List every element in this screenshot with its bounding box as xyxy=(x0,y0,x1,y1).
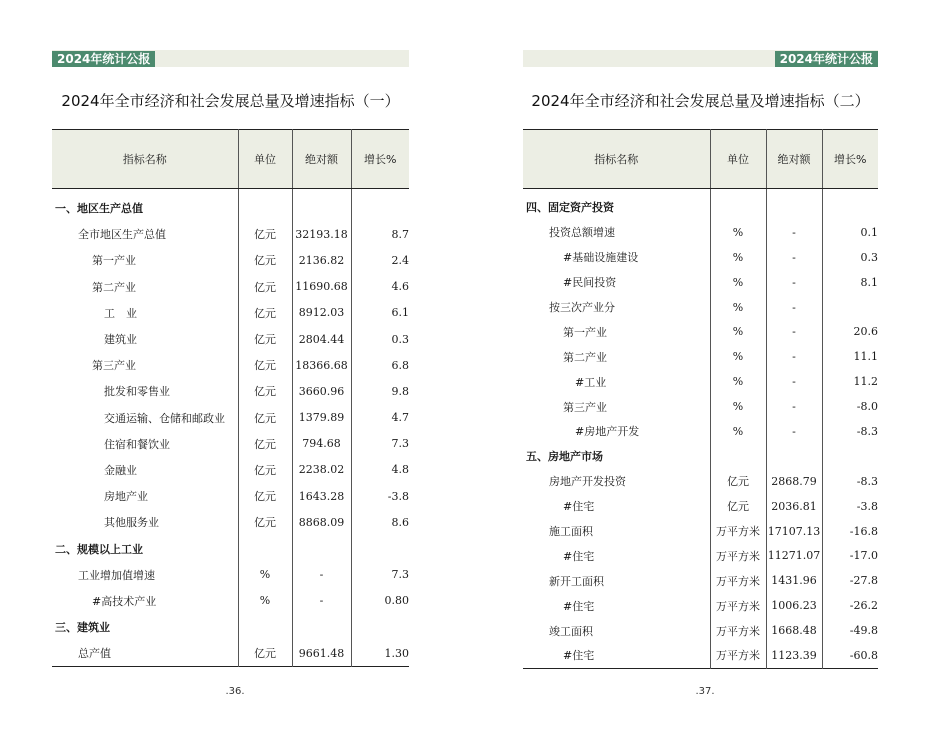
indicator-name-cell: 住宿和餐饮业 xyxy=(104,437,170,451)
table-row xyxy=(523,369,878,394)
table-row xyxy=(523,319,878,344)
absolute-value-cell: 1006.23 xyxy=(766,593,822,618)
unit-cell: 万平方米 xyxy=(710,568,766,593)
absolute-value-cell: 8912.03 xyxy=(292,300,351,326)
absolute-value-cell: 3660.96 xyxy=(292,378,351,404)
table-row xyxy=(523,543,878,568)
absolute-value-cell: - xyxy=(766,344,822,369)
table-row xyxy=(52,562,409,588)
col-header-absolute-value: 绝对额 xyxy=(766,130,822,189)
unit-cell: % xyxy=(238,562,292,588)
growth-cell: -27.8 xyxy=(822,568,878,593)
growth-cell: -16.8 xyxy=(822,519,878,544)
growth-cell: 7.3 xyxy=(351,431,409,457)
growth-cell: 0.3 xyxy=(822,245,878,270)
growth-cell: 6.1 xyxy=(351,300,409,326)
growth-cell xyxy=(822,295,878,320)
indicator-name-cell: 投资总额增速 xyxy=(549,226,615,240)
section-heading-row xyxy=(523,444,878,469)
growth-cell: -8.3 xyxy=(822,419,878,444)
right-indicator-table xyxy=(523,129,878,669)
unit-cell: 亿元 xyxy=(238,221,292,247)
unit-cell xyxy=(238,189,292,222)
growth-cell: 6.8 xyxy=(351,352,409,378)
indicator-name-cell: 三、建筑业 xyxy=(55,621,110,635)
table-row xyxy=(523,419,878,444)
growth-cell: -8.0 xyxy=(822,394,878,419)
indicator-name-cell: 工 业 xyxy=(104,306,137,320)
indicator-name-cell: 按三次产业分 xyxy=(549,301,615,314)
left-table-title: 2024年全市经济和社会发展总量及增速指标（一） xyxy=(61,92,400,110)
unit-cell: 万平方米 xyxy=(710,593,766,618)
indicator-name-cell: #住宅 xyxy=(563,599,595,613)
table-row xyxy=(52,221,409,247)
indicator-name-cell: #住宅 xyxy=(563,500,595,514)
growth-cell: 2.4 xyxy=(351,247,409,273)
left-report-label: 2024年统计公报 xyxy=(52,51,155,67)
growth-cell: 9.8 xyxy=(351,378,409,404)
table-row xyxy=(523,593,878,618)
indicator-name-cell: 建筑业 xyxy=(104,333,137,347)
unit-cell: 亿元 xyxy=(238,378,292,404)
indicator-name-cell: 第三产业 xyxy=(563,400,607,414)
col-header-indicator-name: 指标名称 xyxy=(52,130,238,189)
absolute-value-cell: 11271.07 xyxy=(766,543,822,568)
unit-cell: 亿元 xyxy=(238,274,292,300)
growth-cell: 0.80 xyxy=(351,588,409,614)
section-heading-row xyxy=(52,614,409,640)
table-header-row xyxy=(523,130,878,189)
indicator-name-cell: 房地产开发投资 xyxy=(549,475,626,489)
absolute-value-cell: 1643.28 xyxy=(292,483,351,509)
col-header-indicator-name: 指标名称 xyxy=(523,130,710,189)
indicator-name-cell: #民间投资 xyxy=(563,276,617,290)
absolute-value-cell: - xyxy=(766,419,822,444)
growth-cell: -49.8 xyxy=(822,618,878,643)
unit-cell: % xyxy=(710,344,766,369)
table-row xyxy=(523,494,878,519)
indicator-name-cell: #住宅 xyxy=(563,649,595,663)
unit-cell: 亿元 xyxy=(238,352,292,378)
indicator-name-cell: 批发和零售业 xyxy=(104,385,170,399)
indicator-name-cell: 全市地区生产总值 xyxy=(78,228,166,242)
unit-cell: % xyxy=(710,245,766,270)
absolute-value-cell xyxy=(766,444,822,469)
unit-cell: % xyxy=(710,319,766,344)
absolute-value-cell: - xyxy=(766,270,822,295)
table-row xyxy=(52,588,409,614)
table-row xyxy=(523,245,878,270)
left-indicator-table xyxy=(52,129,409,667)
growth-cell: -3.8 xyxy=(822,494,878,519)
unit-cell: 万平方米 xyxy=(710,519,766,544)
unit-cell: 万平方米 xyxy=(710,643,766,668)
unit-cell: % xyxy=(710,369,766,394)
section-heading-row xyxy=(52,535,409,561)
indicator-name-cell: #高技术产业 xyxy=(92,594,157,608)
indicator-name-cell: 工业增加值增速 xyxy=(78,568,155,582)
absolute-value-cell: - xyxy=(766,295,822,320)
table-row xyxy=(52,431,409,457)
table-row xyxy=(523,643,878,668)
right-page-number: .37. xyxy=(695,686,715,697)
absolute-value-cell: 11690.68 xyxy=(292,274,351,300)
absolute-value-cell xyxy=(292,614,351,640)
right-table-body xyxy=(523,189,878,669)
absolute-value-cell: 18366.68 xyxy=(292,352,351,378)
table-row xyxy=(523,519,878,544)
unit-cell: 亿元 xyxy=(710,494,766,519)
growth-cell: -60.8 xyxy=(822,643,878,668)
absolute-value-cell: - xyxy=(766,369,822,394)
indicator-name-cell: #房地产开发 xyxy=(575,425,640,439)
growth-cell: 8.1 xyxy=(822,270,878,295)
section-heading-row xyxy=(523,189,878,220)
growth-cell: 8.6 xyxy=(351,509,409,535)
indicator-name-cell: 其他服务业 xyxy=(104,516,159,530)
growth-cell: 11.2 xyxy=(822,369,878,394)
unit-cell: % xyxy=(710,295,766,320)
absolute-value-cell: - xyxy=(292,562,351,588)
col-header-unit: 单位 xyxy=(238,130,292,189)
absolute-value-cell: 1668.48 xyxy=(766,618,822,643)
table-row xyxy=(523,394,878,419)
absolute-value-cell: 17107.13 xyxy=(766,519,822,544)
absolute-value-cell: 1431.96 xyxy=(766,568,822,593)
indicator-name-cell: 交通运输、仓储和邮政业 xyxy=(104,411,225,425)
growth-cell xyxy=(351,535,409,561)
unit-cell: 亿元 xyxy=(710,469,766,494)
growth-cell: 4.8 xyxy=(351,457,409,483)
unit-cell: % xyxy=(710,419,766,444)
indicator-name-cell: 第一产业 xyxy=(92,254,136,268)
table-row xyxy=(523,568,878,593)
table-row xyxy=(52,640,409,667)
unit-cell: 亿元 xyxy=(238,326,292,352)
absolute-value-cell: 9661.48 xyxy=(292,640,351,667)
unit-cell: % xyxy=(238,588,292,614)
unit-cell xyxy=(710,189,766,220)
growth-cell: -8.3 xyxy=(822,469,878,494)
growth-cell: 0.3 xyxy=(351,326,409,352)
absolute-value-cell xyxy=(292,535,351,561)
unit-cell xyxy=(710,444,766,469)
absolute-value-cell: 1379.89 xyxy=(292,405,351,431)
growth-cell: 11.1 xyxy=(822,344,878,369)
growth-cell xyxy=(351,189,409,222)
table-row xyxy=(523,618,878,643)
table-row xyxy=(52,405,409,431)
unit-cell: % xyxy=(710,394,766,419)
table-row xyxy=(523,270,878,295)
growth-cell: 4.6 xyxy=(351,274,409,300)
indicator-name-cell: 二、规模以上工业 xyxy=(55,542,143,556)
unit-cell: 亿元 xyxy=(238,483,292,509)
absolute-value-cell xyxy=(292,189,351,222)
growth-cell xyxy=(822,444,878,469)
growth-cell: 7.3 xyxy=(351,562,409,588)
col-header-growth: 增长% xyxy=(822,130,878,189)
unit-cell: % xyxy=(710,270,766,295)
table-row xyxy=(523,220,878,245)
unit-cell: 亿元 xyxy=(238,457,292,483)
table-row xyxy=(52,274,409,300)
indicator-name-cell: 总产值 xyxy=(78,647,111,661)
unit-cell xyxy=(238,614,292,640)
table-row xyxy=(523,295,878,320)
absolute-value-cell: 2238.02 xyxy=(292,457,351,483)
absolute-value-cell: 2868.79 xyxy=(766,469,822,494)
indicator-name-cell: #基础设施建设 xyxy=(563,251,639,265)
unit-cell: 万平方米 xyxy=(710,543,766,568)
table-row xyxy=(52,378,409,404)
absolute-value-cell: 794.68 xyxy=(292,431,351,457)
table-row xyxy=(52,483,409,509)
growth-cell: 0.1 xyxy=(822,220,878,245)
growth-cell: -3.8 xyxy=(351,483,409,509)
table-row xyxy=(52,352,409,378)
indicator-name-cell: 施工面积 xyxy=(549,525,593,539)
absolute-value-cell: - xyxy=(766,220,822,245)
indicator-name-cell: #工业 xyxy=(575,375,607,389)
indicator-name-cell: 金融业 xyxy=(104,463,137,477)
indicator-name-cell: 第二产业 xyxy=(92,280,136,294)
left-page-number: .36. xyxy=(225,686,245,697)
unit-cell: 亿元 xyxy=(238,431,292,457)
growth-cell: 8.7 xyxy=(351,221,409,247)
indicator-name-cell: 新开工面积 xyxy=(549,574,604,588)
absolute-value-cell: - xyxy=(766,394,822,419)
growth-cell: 1.30 xyxy=(351,640,409,667)
growth-cell xyxy=(822,189,878,220)
growth-cell xyxy=(351,614,409,640)
indicator-name-cell: #住宅 xyxy=(563,549,595,563)
table-header-row xyxy=(52,130,409,189)
table-row xyxy=(52,457,409,483)
absolute-value-cell xyxy=(766,189,822,220)
absolute-value-cell: - xyxy=(766,245,822,270)
table-row xyxy=(52,326,409,352)
unit-cell: 万平方米 xyxy=(710,618,766,643)
col-header-growth: 增长% xyxy=(351,130,409,189)
section-heading-row xyxy=(52,189,409,222)
unit-cell xyxy=(238,535,292,561)
growth-cell: -26.2 xyxy=(822,593,878,618)
table-row xyxy=(523,469,878,494)
table-row xyxy=(52,300,409,326)
indicator-name-cell: 第二产业 xyxy=(563,350,607,364)
left-table-body xyxy=(52,189,409,667)
indicator-name-cell: 竣工面积 xyxy=(549,624,593,638)
indicator-name-cell: 第一产业 xyxy=(563,325,607,339)
absolute-value-cell: 32193.18 xyxy=(292,221,351,247)
right-report-label: 2024年统计公报 xyxy=(775,51,878,67)
unit-cell: 亿元 xyxy=(238,509,292,535)
indicator-name-cell: 一、地区生产总值 xyxy=(55,202,143,216)
table-row xyxy=(523,344,878,369)
col-header-unit: 单位 xyxy=(710,130,766,189)
absolute-value-cell: 1123.39 xyxy=(766,643,822,668)
table-row xyxy=(52,247,409,273)
absolute-value-cell: 8868.09 xyxy=(292,509,351,535)
indicator-name-cell: 房地产业 xyxy=(104,490,148,504)
col-header-absolute-value: 绝对额 xyxy=(292,130,351,189)
growth-cell: 4.7 xyxy=(351,405,409,431)
unit-cell: % xyxy=(710,220,766,245)
absolute-value-cell: 2136.82 xyxy=(292,247,351,273)
absolute-value-cell: 2036.81 xyxy=(766,494,822,519)
indicator-name-cell: 第三产业 xyxy=(92,359,136,373)
absolute-value-cell: - xyxy=(766,319,822,344)
growth-cell: -17.0 xyxy=(822,543,878,568)
indicator-name-cell: 四、固定资产投资 xyxy=(526,201,614,215)
unit-cell: 亿元 xyxy=(238,300,292,326)
absolute-value-cell: - xyxy=(292,588,351,614)
unit-cell: 亿元 xyxy=(238,640,292,667)
unit-cell: 亿元 xyxy=(238,247,292,273)
right-table-title: 2024年全市经济和社会发展总量及增速指标（二） xyxy=(531,92,870,110)
table-row xyxy=(52,509,409,535)
indicator-name-cell: 五、房地产市场 xyxy=(526,450,603,464)
unit-cell: 亿元 xyxy=(238,405,292,431)
growth-cell: 20.6 xyxy=(822,319,878,344)
absolute-value-cell: 2804.44 xyxy=(292,326,351,352)
